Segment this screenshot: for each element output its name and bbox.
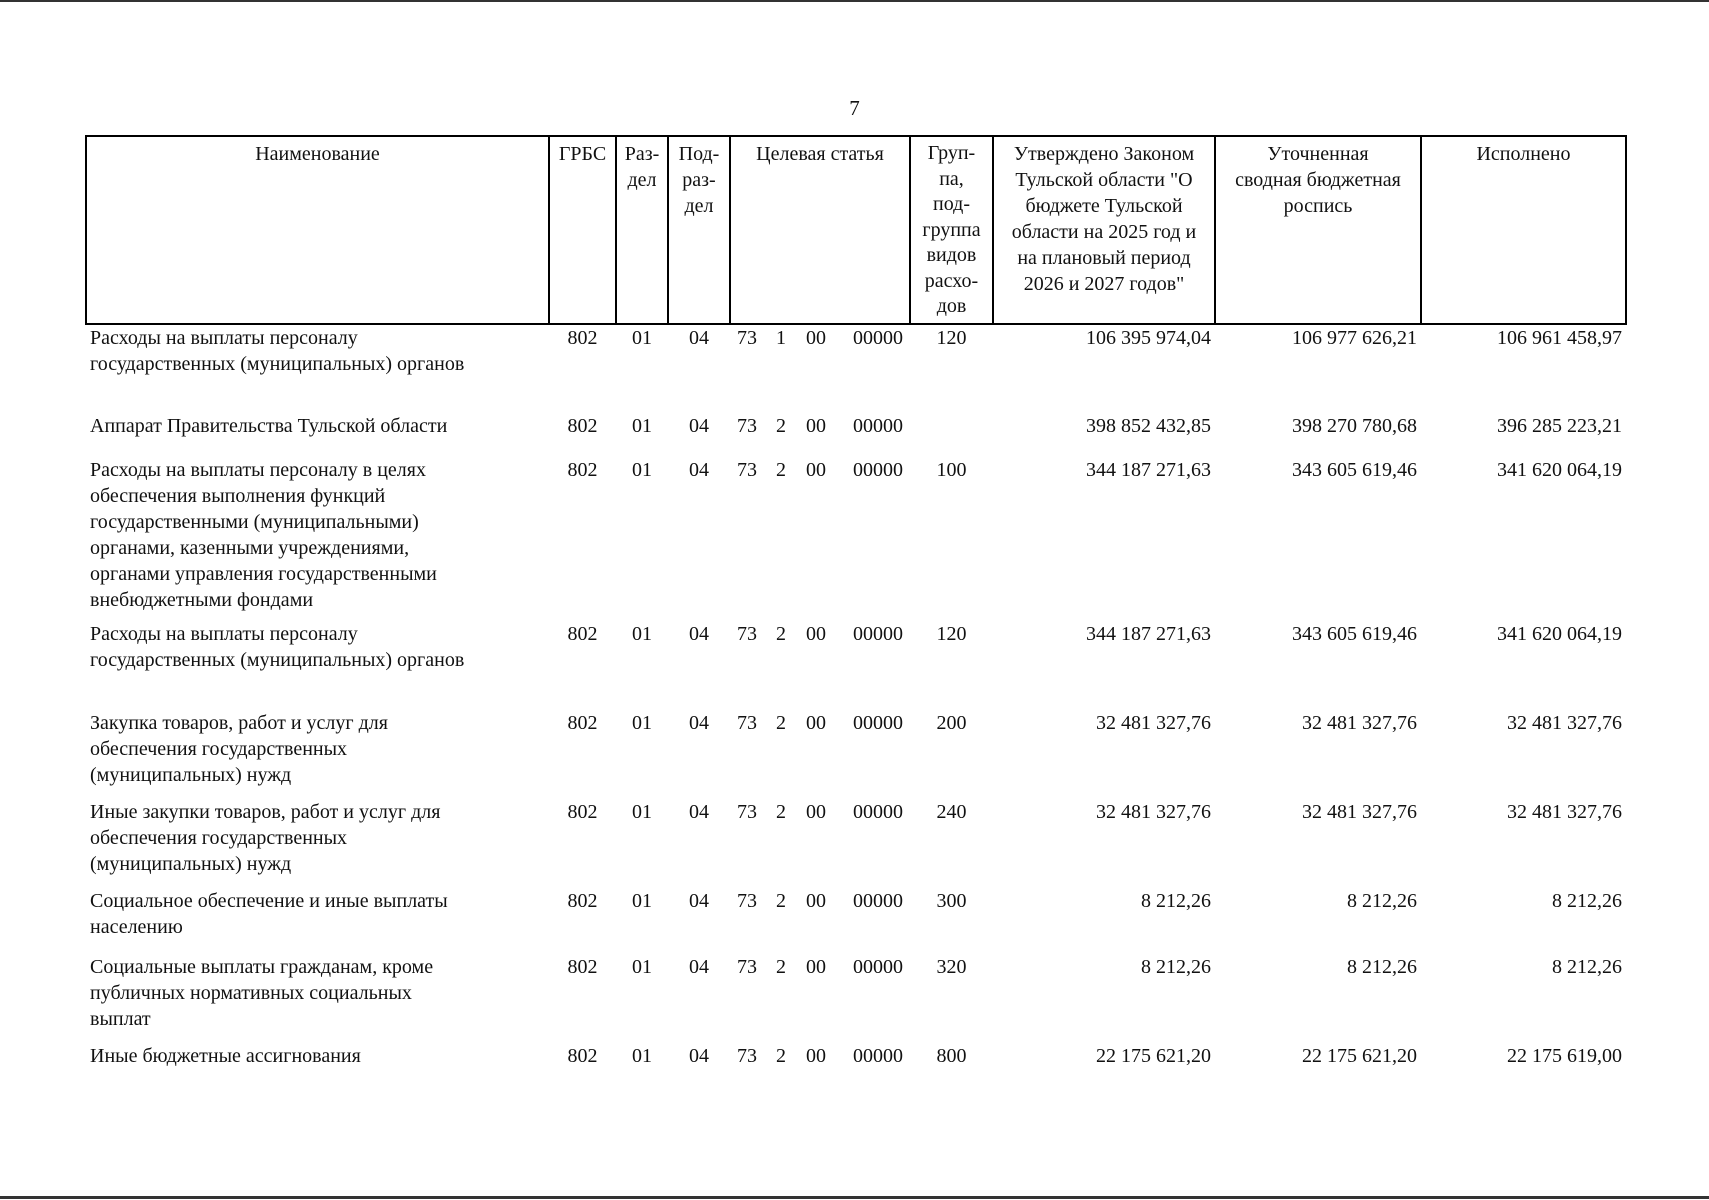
row-refined: 106 977 626,21	[1292, 327, 1417, 349]
target-article-code	[734, 325, 906, 351]
article-part: 00	[806, 327, 826, 349]
row-podrazdel: 04	[689, 327, 709, 349]
table-body	[86, 324, 1626, 1093]
table-header	[86, 136, 1626, 324]
row-name: Социальные выплаты гражданам, кроме публичных нормативных социальных выплат	[90, 956, 434, 1030]
row-group: 100	[936, 459, 967, 481]
article-part: 00000	[853, 459, 903, 481]
article-part: 00000	[853, 801, 903, 823]
article-part: 00	[806, 890, 826, 912]
row-approved: 8 212,26	[1141, 956, 1211, 978]
row-name: Аппарат Правительства Тульской области	[90, 415, 448, 437]
row-executed: 8 212,26	[1552, 890, 1622, 912]
table-row	[86, 954, 1626, 1043]
article-part: 2	[776, 415, 786, 437]
row-grbs: 802	[567, 1045, 598, 1067]
row-executed: 32 481 327,76	[1507, 801, 1622, 823]
target-article-code	[734, 710, 906, 736]
row-group: 120	[936, 327, 967, 349]
row-executed: 341 620 064,19	[1497, 623, 1622, 645]
article-part: 00000	[853, 956, 903, 978]
header-podrazdel	[668, 136, 730, 324]
row-podrazdel: 04	[689, 712, 709, 734]
article-part: 2	[776, 712, 786, 734]
article-part: 2	[776, 801, 786, 823]
row-refined: 22 175 621,20	[1302, 1045, 1417, 1067]
table-row	[86, 710, 1626, 799]
row-article	[730, 954, 910, 1043]
row-razdel: 01	[632, 327, 652, 349]
target-article-code	[734, 888, 906, 914]
row-podrazdel: 04	[689, 415, 709, 437]
page-number: 7	[849, 96, 860, 120]
row-razdel: 01	[632, 415, 652, 437]
row-approved: 32 481 327,76	[1096, 801, 1211, 823]
row-group: 120	[936, 623, 967, 645]
row-refined: 8 212,26	[1347, 956, 1417, 978]
header-name	[86, 136, 549, 324]
row-executed: 32 481 327,76	[1507, 712, 1622, 734]
row-refined: 8 212,26	[1347, 890, 1417, 912]
header-article	[730, 136, 910, 324]
target-article-code	[734, 413, 906, 439]
target-article-code	[734, 1043, 906, 1069]
row-group	[910, 413, 993, 457]
article-part: 2	[776, 623, 786, 645]
row-podrazdel: 04	[689, 801, 709, 823]
table-row	[86, 324, 1626, 413]
article-part: 00	[806, 712, 826, 734]
article-part: 1	[776, 327, 786, 349]
table-row	[86, 1043, 1626, 1093]
row-podrazdel: 04	[689, 956, 709, 978]
row-article	[730, 324, 910, 413]
row-executed: 341 620 064,19	[1497, 459, 1622, 481]
article-part: 00000	[853, 623, 903, 645]
table-row	[86, 621, 1626, 710]
article-part: 00	[806, 459, 826, 481]
header-grbs	[549, 136, 616, 324]
row-grbs: 802	[567, 890, 598, 912]
row-approved: 22 175 621,20	[1096, 1045, 1211, 1067]
header-approved-text: Утверждено Законом Тульской области "О бюджете Тульской области на 2025 год и на плановый период 2026 и 2027 годов"	[1011, 143, 1197, 295]
row-refined: 32 481 327,76	[1302, 801, 1417, 823]
article-part: 2	[776, 890, 786, 912]
row-article	[730, 1043, 910, 1093]
row-refined: 398 270 780,68	[1292, 415, 1417, 437]
article-part: 73	[737, 801, 757, 823]
article-part: 00	[806, 956, 826, 978]
article-part: 73	[737, 890, 757, 912]
header-article-text: Целевая статья	[756, 143, 884, 165]
article-part: 73	[737, 415, 757, 437]
row-approved: 32 481 327,76	[1096, 712, 1211, 734]
row-executed: 106 961 458,97	[1497, 327, 1622, 349]
article-part: 00000	[853, 415, 903, 437]
row-group: 300	[936, 890, 967, 912]
row-approved: 344 187 271,63	[1086, 623, 1211, 645]
row-name: Расходы на выплаты персоналу государственных (муниципальных) органов	[90, 327, 465, 375]
row-razdel: 01	[632, 623, 652, 645]
row-grbs: 802	[567, 327, 598, 349]
row-podrazdel: 04	[689, 890, 709, 912]
header-razdel-text: Раз- дел	[624, 143, 660, 191]
row-grbs: 802	[567, 956, 598, 978]
article-part: 00	[806, 1045, 826, 1067]
row-name: Расходы на выплаты персоналу государственных (муниципальных) органов	[90, 623, 465, 671]
header-executed-text: Исполнено	[1476, 143, 1571, 165]
row-group: 240	[936, 801, 967, 823]
article-part: 00	[806, 801, 826, 823]
header-group	[910, 136, 993, 324]
row-group: 200	[936, 712, 967, 734]
article-part: 00	[806, 623, 826, 645]
row-grbs: 802	[567, 801, 598, 823]
row-name: Расходы на выплаты персоналу в целях обеспечения выполнения функций государственными (муниципальными) органами, казенными учреждениями, органами управления государственными внебюджетными фондами	[90, 459, 437, 611]
article-part: 2	[776, 956, 786, 978]
row-grbs: 802	[567, 415, 598, 437]
row-group: 320	[936, 956, 967, 978]
article-part: 73	[737, 1045, 757, 1067]
budget-execution-table	[85, 135, 1627, 1093]
row-refined: 343 605 619,46	[1292, 623, 1417, 645]
row-razdel: 01	[632, 801, 652, 823]
row-podrazdel: 04	[689, 459, 709, 481]
header-name-text: Наименование	[255, 143, 380, 165]
article-part: 00000	[853, 327, 903, 349]
header-approved	[993, 136, 1215, 324]
row-grbs: 802	[567, 623, 598, 645]
article-part: 73	[737, 459, 757, 481]
header-podrazdel-text: Под- раз- дел	[678, 143, 720, 217]
row-approved: 398 852 432,85	[1086, 415, 1211, 437]
header-group-text: Груп- па, под- группа видов расхо- дов	[922, 142, 981, 317]
row-article	[730, 888, 910, 954]
article-part: 2	[776, 1045, 786, 1067]
row-grbs: 802	[567, 459, 598, 481]
row-refined: 343 605 619,46	[1292, 459, 1417, 481]
table-row	[86, 457, 1626, 621]
row-razdel: 01	[632, 956, 652, 978]
article-part: 73	[737, 623, 757, 645]
row-approved: 344 187 271,63	[1086, 459, 1211, 481]
header-executed	[1421, 136, 1626, 324]
row-grbs: 802	[567, 712, 598, 734]
header-razdel	[616, 136, 668, 324]
row-article	[730, 799, 910, 888]
row-approved: 8 212,26	[1141, 890, 1211, 912]
table-row	[86, 413, 1626, 457]
row-article	[730, 413, 910, 457]
row-razdel: 01	[632, 890, 652, 912]
article-part: 73	[737, 327, 757, 349]
row-group: 800	[936, 1045, 967, 1067]
row-name: Иные закупки товаров, работ и услуг для обеспечения государственных (муниципальных) нужд	[90, 801, 441, 875]
row-article	[730, 621, 910, 710]
row-podrazdel: 04	[689, 1045, 709, 1067]
article-part: 00000	[853, 1045, 903, 1067]
table-row	[86, 888, 1626, 954]
header-grbs-text: ГРБС	[558, 143, 607, 165]
target-article-code	[734, 799, 906, 825]
article-part: 73	[737, 712, 757, 734]
row-name: Социальное обеспечение и иные выплаты населению	[90, 890, 448, 938]
header-refined-text: Уточненная сводная бюджетная роспись	[1235, 143, 1401, 217]
header-refined	[1215, 136, 1421, 324]
row-razdel: 01	[632, 459, 652, 481]
table-row	[86, 799, 1626, 888]
row-razdel: 01	[632, 712, 652, 734]
article-part: 2	[776, 459, 786, 481]
row-executed: 396 285 223,21	[1497, 415, 1622, 437]
row-article	[730, 457, 910, 621]
target-article-code	[734, 621, 906, 647]
row-name: Закупка товаров, работ и услуг для обеспечения государственных (муниципальных) нужд	[90, 712, 388, 786]
row-name: Иные бюджетные ассигнования	[90, 1045, 361, 1067]
target-article-code	[734, 954, 906, 980]
row-executed: 8 212,26	[1552, 956, 1622, 978]
row-approved: 106 395 974,04	[1086, 327, 1211, 349]
scan-top-edge	[0, 0, 1709, 2]
row-podrazdel: 04	[689, 623, 709, 645]
article-part: 00	[806, 415, 826, 437]
scan-bottom-edge	[0, 1196, 1709, 1199]
row-razdel: 01	[632, 1045, 652, 1067]
target-article-code	[734, 457, 906, 483]
article-part: 00000	[853, 890, 903, 912]
row-executed: 22 175 619,00	[1507, 1045, 1622, 1067]
article-part: 00000	[853, 712, 903, 734]
row-refined: 32 481 327,76	[1302, 712, 1417, 734]
article-part: 73	[737, 956, 757, 978]
row-article	[730, 710, 910, 799]
